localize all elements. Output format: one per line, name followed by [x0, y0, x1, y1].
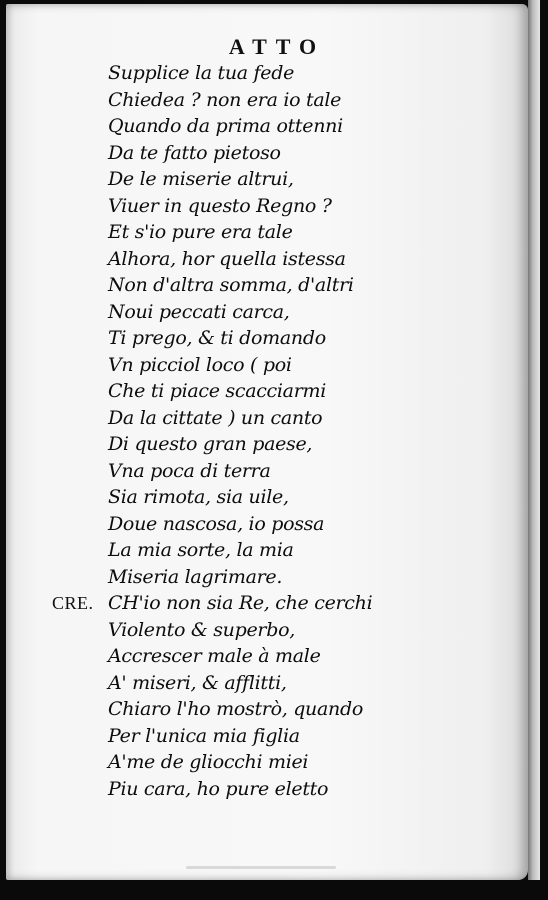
verse-text: Alhora, hor quella istessa	[108, 247, 346, 270]
verse-text: Vna poca di terra	[108, 459, 271, 482]
verse-line	[108, 246, 488, 273]
verse-text: Vn picciol loco ( poi	[108, 353, 292, 376]
verse-line	[108, 537, 488, 564]
verse-line	[108, 352, 488, 379]
verse-line	[108, 405, 488, 432]
verse-text: Quando da prima ottenni	[108, 115, 343, 137]
verse-text: Piu cara, ho pure eletto	[108, 777, 329, 800]
verse-text: Non d'altra somma, d'altri	[108, 274, 354, 296]
verse-line	[108, 166, 488, 193]
verse-line	[108, 484, 488, 511]
running-title: ATTO	[228, 34, 326, 59]
verse-line	[108, 643, 488, 670]
verse-line	[108, 458, 488, 485]
ink-smudge	[186, 866, 336, 869]
verse-text: Violento & superbo,	[108, 618, 295, 641]
verse-text: Da la cittate ) un canto	[108, 406, 323, 429]
verse-line	[108, 431, 488, 458]
book-page	[6, 4, 528, 880]
verse-text: Accrescer male à male	[108, 645, 321, 667]
verse-line	[108, 219, 488, 246]
verse-line	[108, 617, 488, 644]
verse-line	[52, 590, 488, 617]
verse-text: Doue nascosa, io possa	[108, 512, 325, 535]
verse-line	[108, 696, 488, 723]
verse-line	[108, 325, 488, 352]
verse-text: Noui peccati carca,	[108, 300, 290, 323]
verse-line	[108, 723, 488, 750]
verse-line	[108, 670, 488, 697]
verse-text: Chiedea ? non era io tale	[108, 88, 342, 111]
verse-line	[108, 378, 488, 405]
verse-text: Supplice la tua fede	[108, 62, 295, 84]
verse-block	[52, 60, 488, 802]
verse-text: Da te fatto pietoso	[108, 141, 281, 164]
verse-text: A'me de gliocchi miei	[108, 751, 309, 773]
verse-line	[108, 60, 488, 87]
verse-line	[108, 87, 488, 114]
verse-text: Viuer in questo Regno ?	[108, 194, 332, 217]
running-header	[6, 34, 528, 60]
verse-line	[108, 193, 488, 220]
verse-text: Chiaro l'ho mostrò, quando	[108, 698, 363, 720]
verse-text: CH'io non sia Re, che cerchi	[108, 592, 373, 614]
verse-line	[108, 140, 488, 167]
verse-text: La mia sorte, la mia	[108, 539, 294, 561]
verse-text: Che ti piace scacciarmi	[108, 380, 326, 402]
verse-line	[108, 749, 488, 776]
verse-line	[108, 776, 488, 803]
verse-line	[108, 272, 488, 299]
verse-line	[108, 564, 488, 591]
verse-text: A' miseri, & afflitti,	[108, 671, 287, 694]
verse-line	[108, 511, 488, 538]
verse-line	[108, 299, 488, 326]
verse-text: Et s'io pure era tale	[108, 221, 293, 243]
speaker-label: CRE.	[52, 593, 94, 613]
verse-text: Di questo gran paese,	[108, 433, 313, 455]
verse-line	[108, 113, 488, 140]
verse-text: Miseria lagrimare.	[108, 565, 283, 588]
page-edge	[528, 0, 540, 880]
verse-text: Ti prego, & ti domando	[108, 327, 326, 349]
verse-text: De le miserie altrui,	[108, 168, 294, 190]
verse-text: Sia rimota, sia uile,	[108, 486, 289, 508]
verse-text: Per l'unica mia figlia	[108, 724, 300, 747]
